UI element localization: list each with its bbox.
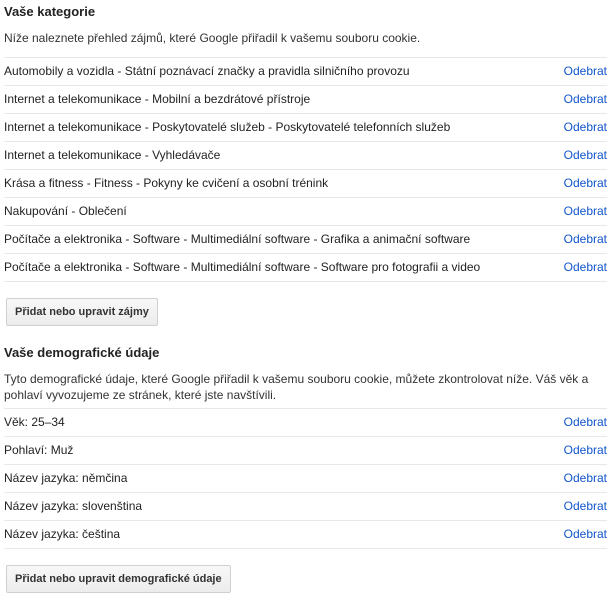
remove-demographic-link[interactable]: Odebrat	[563, 471, 607, 485]
category-label: Počítače a elektronika - Software - Multimediální software - Grafika a animační software	[4, 232, 471, 246]
demographic-label: Pohlaví: Muž	[4, 443, 74, 457]
demographic-label: Název jazyka: čeština	[4, 527, 121, 541]
demographic-row	[4, 437, 607, 465]
category-row	[4, 226, 607, 254]
remove-category-link[interactable]: Odebrat	[563, 204, 607, 218]
demographic-row	[4, 493, 607, 521]
category-row	[4, 254, 607, 282]
demographics-list	[4, 408, 607, 549]
category-label: Počítače a elektronika - Software - Multimediální software - Software pro fotografii a video	[4, 260, 481, 274]
categories-title: Vaše kategorie	[4, 4, 96, 19]
categories-list	[4, 57, 607, 282]
category-label: Automobily a vozidla - Státní poznávací značky a pravidla silničního provozu	[4, 64, 410, 78]
edit-interests-button[interactable]: Přidat nebo upravit zájmy	[6, 298, 158, 326]
category-label: Internet a telekomunikace - Mobilní a bezdrátové přístroje	[4, 92, 311, 106]
category-label: Internet a telekomunikace - Poskytovatelé služeb - Poskytovatelé telefonních služeb	[4, 120, 451, 134]
remove-demographic-link[interactable]: Odebrat	[563, 499, 607, 513]
demographic-label: Věk: 25–34	[4, 415, 65, 429]
edit-demographics-button[interactable]: Přidat nebo upravit demografické údaje	[6, 565, 231, 593]
category-row	[4, 86, 607, 114]
category-label: Krása a fitness - Fitness - Pokyny ke cvičení a osobní trénink	[4, 176, 329, 190]
category-label: Nakupování - Oblečení	[4, 204, 127, 218]
demographic-label: Název jazyka: slovenština	[4, 499, 143, 513]
categories-description: Níže naleznete přehled zájmů, které Google přiřadil k vašemu souboru cookie.	[4, 31, 421, 45]
remove-category-link[interactable]: Odebrat	[563, 64, 607, 78]
remove-category-link[interactable]: Odebrat	[563, 92, 607, 106]
category-label: Internet a telekomunikace - Vyhledávače	[4, 148, 221, 162]
category-row	[4, 142, 607, 170]
remove-demographic-link[interactable]: Odebrat	[563, 415, 607, 429]
demographics-title: Vaše demografické údaje	[4, 345, 160, 360]
demographic-row	[4, 521, 607, 549]
category-row	[4, 114, 607, 142]
demographics-description: Tyto demografické údaje, které Google přiřadil k vašemu souboru cookie, můžete zkontrolovat níže. Váš věk a pohlaví vyvozujeme ze stránek, které jste navštívili.	[4, 372, 589, 402]
demographic-row	[4, 409, 607, 437]
category-row	[4, 58, 607, 86]
demographic-label: Název jazyka: němčina	[4, 471, 128, 485]
remove-demographic-link[interactable]: Odebrat	[563, 443, 607, 457]
remove-category-link[interactable]: Odebrat	[563, 148, 607, 162]
remove-category-link[interactable]: Odebrat	[563, 232, 607, 246]
remove-category-link[interactable]: Odebrat	[563, 260, 607, 274]
category-row	[4, 198, 607, 226]
remove-demographic-link[interactable]: Odebrat	[563, 527, 607, 541]
remove-category-link[interactable]: Odebrat	[563, 120, 607, 134]
demographic-row	[4, 465, 607, 493]
remove-category-link[interactable]: Odebrat	[563, 176, 607, 190]
category-row	[4, 170, 607, 198]
